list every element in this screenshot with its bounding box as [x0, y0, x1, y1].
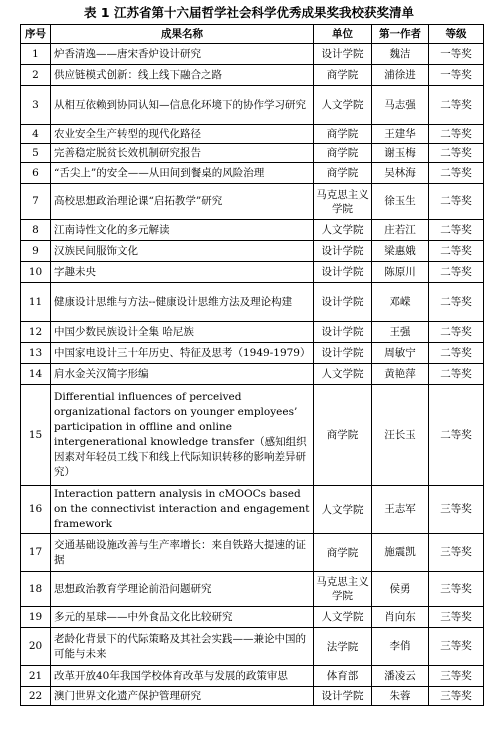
table-row [21, 262, 484, 283]
table-row [21, 364, 484, 385]
cell-name: 炉香清逸——唐宋香炉设计研究 [51, 44, 314, 65]
cell-unit: 设计学院 [314, 44, 372, 65]
cell-unit: 法学院 [314, 628, 372, 666]
cell-unit: 马克思主义学院 [314, 184, 372, 220]
cell-no: 2 [21, 65, 51, 86]
table-row [21, 86, 484, 125]
cell-author: 庄若江 [372, 220, 429, 241]
cell-grade: 三等奖 [429, 607, 484, 628]
cell-grade: 二等奖 [429, 283, 484, 322]
cell-name: 江南诗性文化的多元解读 [51, 220, 314, 241]
table-row [21, 687, 484, 706]
cell-name: 字趣未央 [51, 262, 314, 283]
cell-grade: 一等奖 [429, 65, 484, 86]
cell-unit: 商学院 [314, 125, 372, 144]
cell-author: 王志军 [372, 486, 429, 534]
cell-unit: 人文学院 [314, 364, 372, 385]
cell-name: Differential influences of perceived organizational factors on younger employees’ participation in offline and online intergenerational knowledge transfer（感知组织因素对年轻员工线下和线上代际知识转移的影响差异研究） [51, 385, 314, 486]
cell-grade: 二等奖 [429, 322, 484, 343]
cell-grade: 二等奖 [429, 343, 484, 364]
cell-no: 5 [21, 144, 51, 163]
cell-grade: 二等奖 [429, 125, 484, 144]
cell-name: 高校思想政治理论课“启拓教学”研究 [51, 184, 314, 220]
cell-no: 10 [21, 262, 51, 283]
cell-grade: 二等奖 [429, 86, 484, 125]
cell-author: 陈原川 [372, 262, 429, 283]
table-row [21, 283, 484, 322]
cell-name: 农业安全生产转型的现代化路径 [51, 125, 314, 144]
cell-no: 21 [21, 666, 51, 687]
cell-grade: 二等奖 [429, 184, 484, 220]
cell-no: 13 [21, 343, 51, 364]
cell-grade: 三等奖 [429, 666, 484, 687]
cell-unit: 马克思主义学院 [314, 572, 372, 607]
cell-grade: 三等奖 [429, 486, 484, 534]
cell-name: Interaction pattern analysis in cMOOCs based on the connectivist interaction and engagement framework [51, 486, 314, 534]
cell-grade: 二等奖 [429, 262, 484, 283]
cell-author: 魏洁 [372, 44, 429, 65]
cell-author: 徐玉生 [372, 184, 429, 220]
cell-unit: 人文学院 [314, 220, 372, 241]
cell-no: 18 [21, 572, 51, 607]
cell-no: 15 [21, 385, 51, 486]
cell-unit: 商学院 [314, 65, 372, 86]
table-row [21, 486, 484, 534]
awards-table [20, 24, 484, 706]
cell-name: 中国家电设计三十年历史、特征及思考（1949-1979） [51, 343, 314, 364]
table-row [21, 322, 484, 343]
cell-unit: 人文学院 [314, 607, 372, 628]
table-row [21, 44, 484, 65]
cell-author: 梁惠娥 [372, 241, 429, 262]
cell-grade: 二等奖 [429, 144, 484, 163]
cell-name: 完善稳定脱贫长效机制研究报告 [51, 144, 314, 163]
cell-author: 周敏宁 [372, 343, 429, 364]
cell-author: 马志强 [372, 86, 429, 125]
cell-unit: 设计学院 [314, 322, 372, 343]
cell-grade: 二等奖 [429, 163, 484, 184]
cell-unit: 设计学院 [314, 283, 372, 322]
cell-name: 从相互依赖到协同认知—信息化环境下的协作学习研究 [51, 86, 314, 125]
cell-no: 22 [21, 687, 51, 706]
cell-author: 汪长玉 [372, 385, 429, 486]
cell-no: 1 [21, 44, 51, 65]
cell-no: 8 [21, 220, 51, 241]
cell-name: 思想政治教育学理论前沿问题研究 [51, 572, 314, 607]
cell-no: 9 [21, 241, 51, 262]
cell-no: 16 [21, 486, 51, 534]
cell-name: 澳门世界文化遗产保护管理研究 [51, 687, 314, 706]
cell-author: 侯勇 [372, 572, 429, 607]
cell-unit: 设计学院 [314, 241, 372, 262]
cell-author: 施震凯 [372, 534, 429, 572]
table-row [21, 628, 484, 666]
cell-author: 吴林海 [372, 163, 429, 184]
cell-unit: 设计学院 [314, 343, 372, 364]
cell-no: 6 [21, 163, 51, 184]
cell-no: 4 [21, 125, 51, 144]
cell-grade: 三等奖 [429, 687, 484, 706]
cell-grade: 二等奖 [429, 241, 484, 262]
cell-unit: 设计学院 [314, 262, 372, 283]
cell-grade: 二等奖 [429, 385, 484, 486]
cell-unit: 体育部 [314, 666, 372, 687]
header-author: 第一作者 [372, 25, 429, 44]
cell-name: 肩水金关汉简字形编 [51, 364, 314, 385]
table-row [21, 184, 484, 220]
cell-grade: 二等奖 [429, 364, 484, 385]
cell-unit: 商学院 [314, 385, 372, 486]
table-row [21, 163, 484, 184]
table-row [21, 343, 484, 364]
header-no: 序号 [21, 25, 51, 44]
table-row [21, 220, 484, 241]
cell-no: 20 [21, 628, 51, 666]
table-row [21, 125, 484, 144]
cell-author: 王建华 [372, 125, 429, 144]
header-grade: 等级 [429, 25, 484, 44]
cell-name: “舌尖上”的安全——从田间到餐桌的风险治理 [51, 163, 314, 184]
cell-grade: 三等奖 [429, 628, 484, 666]
cell-name: 供应链模式创新：线上线下融合之路 [51, 65, 314, 86]
cell-no: 11 [21, 283, 51, 322]
cell-name: 改革开放40年我国学校体育改革与发展的政策审思 [51, 666, 314, 687]
cell-no: 12 [21, 322, 51, 343]
header-unit: 单位 [314, 25, 372, 44]
table-row [21, 607, 484, 628]
cell-no: 19 [21, 607, 51, 628]
cell-name: 汉族民间服饰文化 [51, 241, 314, 262]
cell-author: 王强 [372, 322, 429, 343]
cell-author: 谢玉梅 [372, 144, 429, 163]
cell-unit: 商学院 [314, 534, 372, 572]
cell-author: 黄艳萍 [372, 364, 429, 385]
table-header-row [21, 25, 484, 44]
cell-unit: 商学院 [314, 144, 372, 163]
cell-grade: 三等奖 [429, 534, 484, 572]
cell-unit: 人文学院 [314, 486, 372, 534]
cell-name: 中国少数民族设计全集 哈尼族 [51, 322, 314, 343]
cell-author: 肖向东 [372, 607, 429, 628]
table-row [21, 534, 484, 572]
cell-name: 老龄化背景下的代际策略及其社会实践——兼论中国的可能与未来 [51, 628, 314, 666]
table-row [21, 385, 484, 486]
cell-no: 3 [21, 86, 51, 125]
cell-author: 朱蓉 [372, 687, 429, 706]
table-title: 表 1 江苏省第十六届哲学社会科学优秀成果奖我校获奖清单 [84, 5, 414, 20]
cell-no: 7 [21, 184, 51, 220]
table-row [21, 241, 484, 262]
cell-author: 李俏 [372, 628, 429, 666]
cell-author: 潘凌云 [372, 666, 429, 687]
cell-grade: 三等奖 [429, 572, 484, 607]
cell-unit: 商学院 [314, 163, 372, 184]
cell-grade: 二等奖 [429, 220, 484, 241]
cell-name: 多元的星球——中外食品文化比较研究 [51, 607, 314, 628]
table-row [21, 572, 484, 607]
cell-author: 邓嵘 [372, 283, 429, 322]
cell-grade: 一等奖 [429, 44, 484, 65]
cell-no: 17 [21, 534, 51, 572]
cell-no: 14 [21, 364, 51, 385]
cell-unit: 设计学院 [314, 687, 372, 706]
cell-unit: 人文学院 [314, 86, 372, 125]
table-row [21, 144, 484, 163]
table-row [21, 666, 484, 687]
cell-name: 交通基础设施改善与生产率增长：来自铁路大提速的证据 [51, 534, 314, 572]
cell-author: 浦徐进 [372, 65, 429, 86]
cell-name: 健康设计思维与方法--健康设计思维方法及理论构建 [51, 283, 314, 322]
table-row [21, 65, 484, 86]
header-name: 成果名称 [51, 25, 314, 44]
